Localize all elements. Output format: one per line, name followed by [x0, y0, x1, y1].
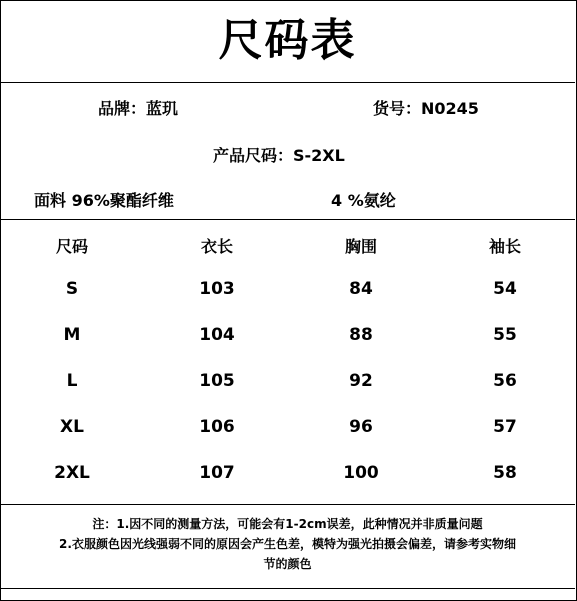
- divider-bottom: [0, 588, 575, 589]
- brand-label: 品牌：蓝玑: [98, 99, 179, 118]
- table-cell-length: 107: [199, 463, 235, 483]
- table-cell-chest: 84: [349, 279, 373, 299]
- note-line-2: 2.衣服颜色因光线强弱不同的原因会产生色差，模特为强光拍摄会偏差，请参考实物细: [59, 537, 516, 551]
- table-cell-length: 103: [199, 279, 235, 299]
- fabric-label: 面料 96%聚酯纤维: [34, 191, 174, 210]
- table-header-sleeve: 袖长: [488, 237, 521, 256]
- table-cell-size: L: [66, 371, 78, 391]
- divider-title: [0, 82, 575, 83]
- table-cell-length: 104: [199, 325, 235, 345]
- table-cell-sleeve: 57: [493, 417, 517, 437]
- table-cell-size: S: [65, 279, 79, 299]
- table-cell-length: 105: [199, 371, 235, 391]
- divider-table: [0, 504, 575, 505]
- page-title: 尺码表: [218, 15, 357, 66]
- table-cell-chest: 92: [349, 371, 373, 391]
- table-header-size: 尺码: [55, 237, 88, 256]
- divider-info: [0, 219, 575, 220]
- table-header-length: 衣长: [200, 237, 233, 256]
- spandex-label: 4 %氨纶: [331, 191, 396, 210]
- note-line-1: 注：1.因不同的测量方法，可能会有1-2cm误差，此种情况并非质量问题: [92, 517, 483, 531]
- table-cell-chest: 88: [349, 325, 373, 345]
- table-cell-size: 2XL: [54, 463, 90, 483]
- table-header-chest: 胸围: [344, 237, 377, 256]
- item-number-label: 货号：N0245: [373, 99, 479, 118]
- size-range-label: 产品尺码：S-2XL: [213, 146, 345, 165]
- table-cell-sleeve: 55: [493, 325, 517, 345]
- table-cell-size: M: [63, 325, 81, 345]
- table-cell-size: XL: [60, 417, 84, 437]
- table-cell-sleeve: 58: [493, 463, 517, 483]
- table-cell-sleeve: 56: [493, 371, 517, 391]
- table-cell-sleeve: 54: [493, 279, 517, 299]
- note-line-3: 节的颜色: [263, 557, 312, 571]
- table-cell-chest: 96: [349, 417, 373, 437]
- table-cell-length: 106: [199, 417, 235, 437]
- table-cell-chest: 100: [343, 463, 379, 483]
